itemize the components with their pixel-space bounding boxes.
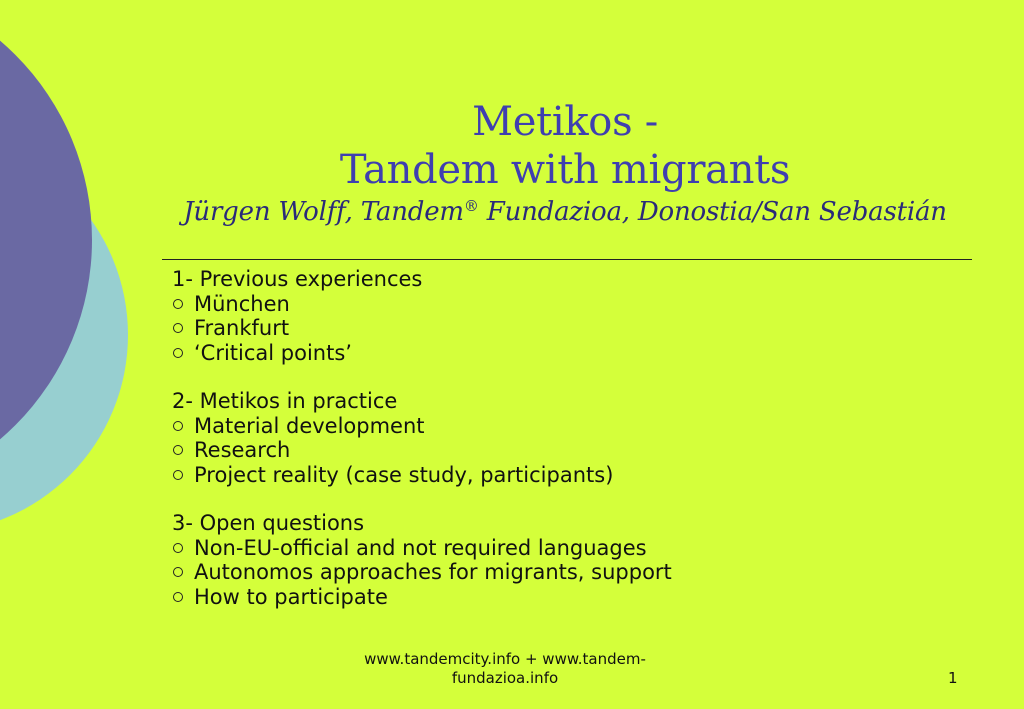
bullet-circle-icon <box>173 323 183 333</box>
bullet-circle-icon <box>173 421 183 431</box>
list-item <box>172 438 952 463</box>
list-item-label: Frankfurt <box>194 316 290 340</box>
bullet-circle-icon <box>173 543 183 553</box>
bullet-circle-icon <box>173 567 183 577</box>
agenda-section-metikos-in-practice <box>172 389 952 487</box>
list-item-label: Autonomos approaches for migrants, support <box>194 560 672 584</box>
page-number: 1 <box>948 669 958 687</box>
slide-title-block <box>160 98 970 230</box>
agenda-section-previous-experiences <box>172 267 952 365</box>
list-item <box>172 463 952 488</box>
bullet-circle-icon <box>173 445 183 455</box>
footer-line-2: fundazioa.info <box>451 669 559 687</box>
list-item <box>172 560 952 585</box>
title-divider <box>162 259 972 260</box>
list-item <box>172 414 952 439</box>
subtitle-author: Jürgen Wolff, Tandem <box>183 197 464 227</box>
agenda-content <box>172 267 952 633</box>
agenda-section-open-questions <box>172 511 952 609</box>
bullet-circle-icon <box>173 470 183 480</box>
section-heading: 1- Previous experiences <box>172 267 423 291</box>
list-item-label: Project reality (case study, participants) <box>194 462 614 487</box>
footer-links <box>340 650 670 688</box>
list-item <box>172 292 952 317</box>
list-item <box>172 316 952 341</box>
list-item-label: Research <box>194 438 291 462</box>
list-item-label: How to participate <box>194 584 388 609</box>
bullet-circle-icon <box>173 299 183 309</box>
list-item-label: München <box>194 291 290 316</box>
footer-line-1: www.tandemcity.info + www.tandem- <box>364 650 646 668</box>
list-item-label: Non-EU-official and not required languages <box>194 535 647 560</box>
subtitle-organization: Fundazioa, Donostia/San Sebastián <box>478 197 947 227</box>
bullet-circle-icon <box>173 592 183 602</box>
section-heading: 2- Metikos in practice <box>172 389 398 413</box>
decorative-circles <box>0 0 140 709</box>
registered-mark: ® <box>463 197 479 215</box>
title-line-1: Metikos - <box>472 99 658 145</box>
list-item-label: ‘Critical points’ <box>194 340 352 365</box>
title-line-2: Tandem with migrants <box>339 147 791 193</box>
section-heading: 3- Open questions <box>172 511 365 535</box>
list-item <box>172 536 952 561</box>
bullet-circle-icon <box>173 348 183 358</box>
subtitle <box>160 194 970 230</box>
list-item <box>172 585 952 610</box>
list-item-label: Material development <box>194 413 425 438</box>
list-item <box>172 341 952 366</box>
